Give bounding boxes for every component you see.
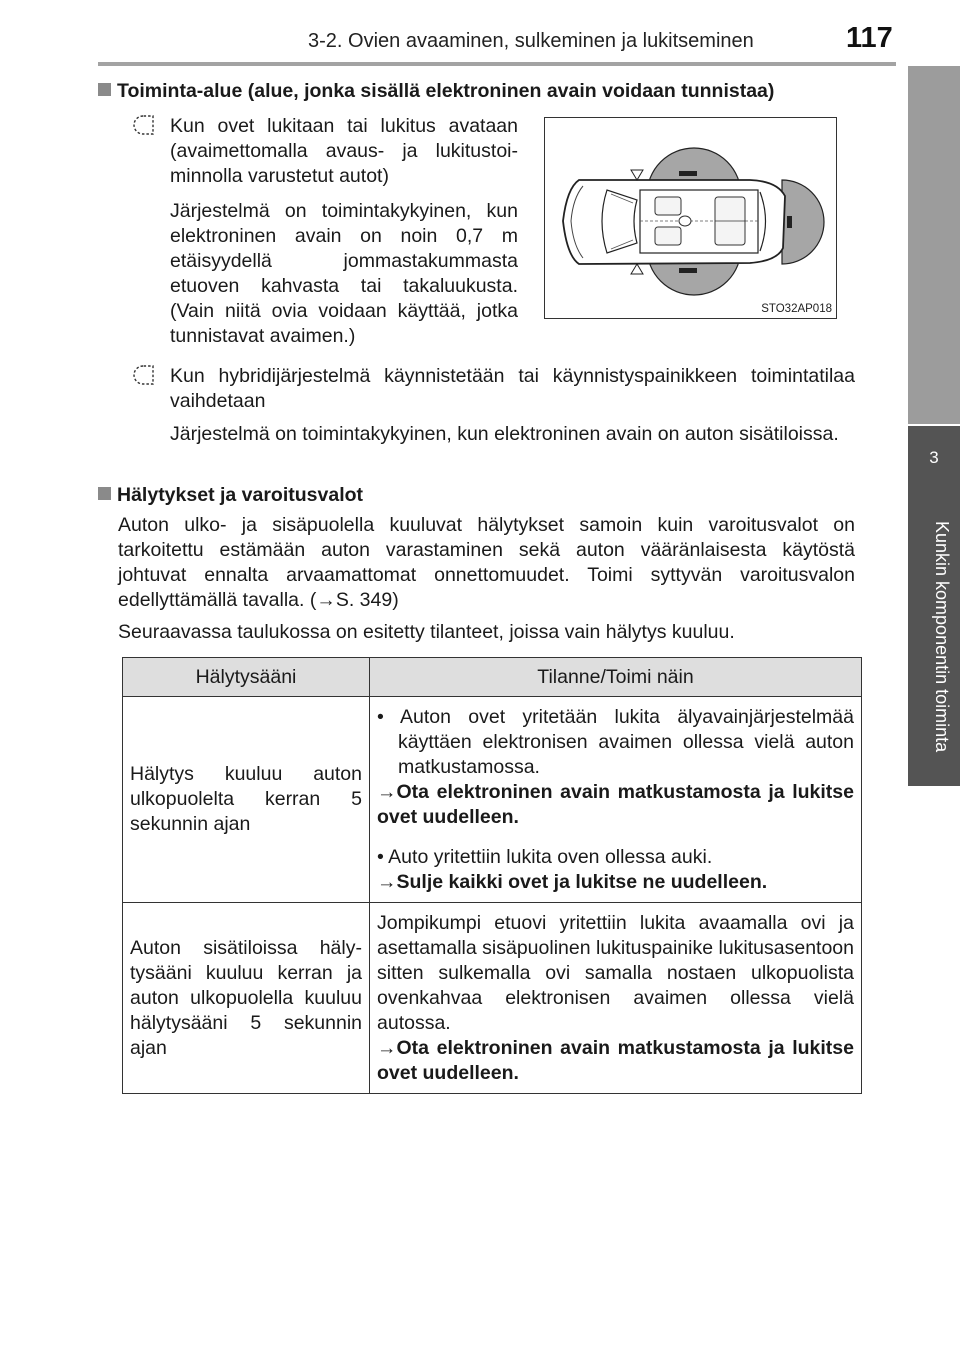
alarm-cell: Auton sisätiloissa hälytysääni kuuluu kerran ja auton ulkopuolella kuuluu hälytysääni 5 sekunnin ajan: [123, 903, 370, 1094]
situation-item: [377, 705, 854, 830]
item-text-hybrid-start: Järjestelmä on toimintakykyinen, kun elektroninen avain on auton sisätiloissa.: [170, 423, 839, 445]
situation-action: →Ota elektroninen avain matkustamosta ja lukitse ovet uudelleen.: [377, 780, 854, 828]
square-bullet-icon: [98, 487, 111, 500]
chapter-tab[interactable]: [908, 426, 960, 786]
figure-code: STO32AP018: [761, 303, 832, 315]
page-number: 117: [846, 22, 893, 54]
alarm-table: [122, 657, 862, 1094]
situation-cell: [370, 903, 862, 1094]
chapter-number: 3: [929, 448, 939, 467]
situation-action: →Ota elektroninen avain matkustamosta ja lukitse ovet uudelleen.: [377, 1036, 854, 1084]
alarms-paragraph: Auton ulko- ja sisäpuolella kuuluvat hälytykset samoin kuin varoitusvalot on tarkoitettu estämään auton varastaminen sekä auton vääränlaisesta käytöstä johtuvat ennalta arvaamattomat onnettomuudet. Toimi syttyvän varoitusvalon edellyttämällä tavalla. (→S. 349): [118, 514, 855, 611]
table-row: [123, 697, 862, 903]
table-row: [123, 903, 862, 1094]
table-header-alarm: Hälytysääni: [123, 658, 370, 697]
car-top-view-diagram: [545, 118, 836, 318]
dashed-circle-bullet-icon: [131, 114, 155, 136]
alarm-cell: Hälytys kuuluu auton ulkopuolelta kerran 5 sekunnin ajan: [123, 697, 370, 903]
detection-range-figure: [544, 117, 837, 319]
situation-text: • Auto yritettiin lukita oven ollessa auki.: [377, 845, 713, 868]
square-bullet-icon: [98, 83, 111, 96]
situation-item: [377, 845, 854, 895]
table-intro-paragraph: Seuraavassa taulukossa on esitetty tilanteet, joissa vain hälytys kuuluu.: [118, 621, 735, 643]
item-text-keyless-lock: Järjestelmä on toimintakykyinen, kun elektroninen avain on noin 0,7 m etäisyydellä jommastakummasta etuoven kahvasta tai takaluukusta. (Vain niitä ovia voidaan käyttää, jotka tunnistavat avaimen.): [170, 200, 518, 347]
situation-action: →Sulje kaikki ovet ja lukitse ne uudelleen.: [377, 870, 768, 893]
item-title-keyless-lock: Kun ovet lukitaan tai lukitus avataan (avaimettomalla avaus- ja lukitustoiminnolla varustetut autot): [170, 115, 518, 187]
header-rule: [98, 62, 896, 66]
section-heading-alarms: Hälytykset ja varoitusvalot: [98, 484, 363, 507]
situation-cell: [370, 697, 862, 903]
header-title: 3-2. Ovien avaaminen, sulkeminen ja lukitseminen: [308, 30, 754, 52]
chapter-title: Kunkin komponentin toiminta: [932, 521, 952, 753]
side-tab-upper: [908, 66, 960, 424]
table-header-situation: Tilanne/Toimi näin: [370, 658, 862, 697]
section-heading-operating-range: Toiminta-alue (alue, jonka sisällä elektroninen avain voidaan tunnistaa): [98, 80, 774, 103]
situation-text: • Auton ovet yritetään lukita älyavainjärjestelmää käyttäen elektronisen avaimen ollessa vielä auton matkustamossa.: [377, 705, 854, 778]
item-title-hybrid-start: Kun hybridijärjestelmä käynnistetään tai käynnistyspainikkeen toimintatilaa vaihdetaan: [170, 365, 855, 412]
situation-text: Jompikumpi etuovi yritettiin lukita avaamalla ovi ja asettamalla sisäpuolinen lukituspainike lukitusasentoon sitten sulkemalla ovi samalla nostaen ulkopuolista ovenkahvaa elektronisen avaimen ollessa vielä autossa.: [377, 911, 854, 1034]
dashed-circle-bullet-icon: [131, 364, 155, 386]
